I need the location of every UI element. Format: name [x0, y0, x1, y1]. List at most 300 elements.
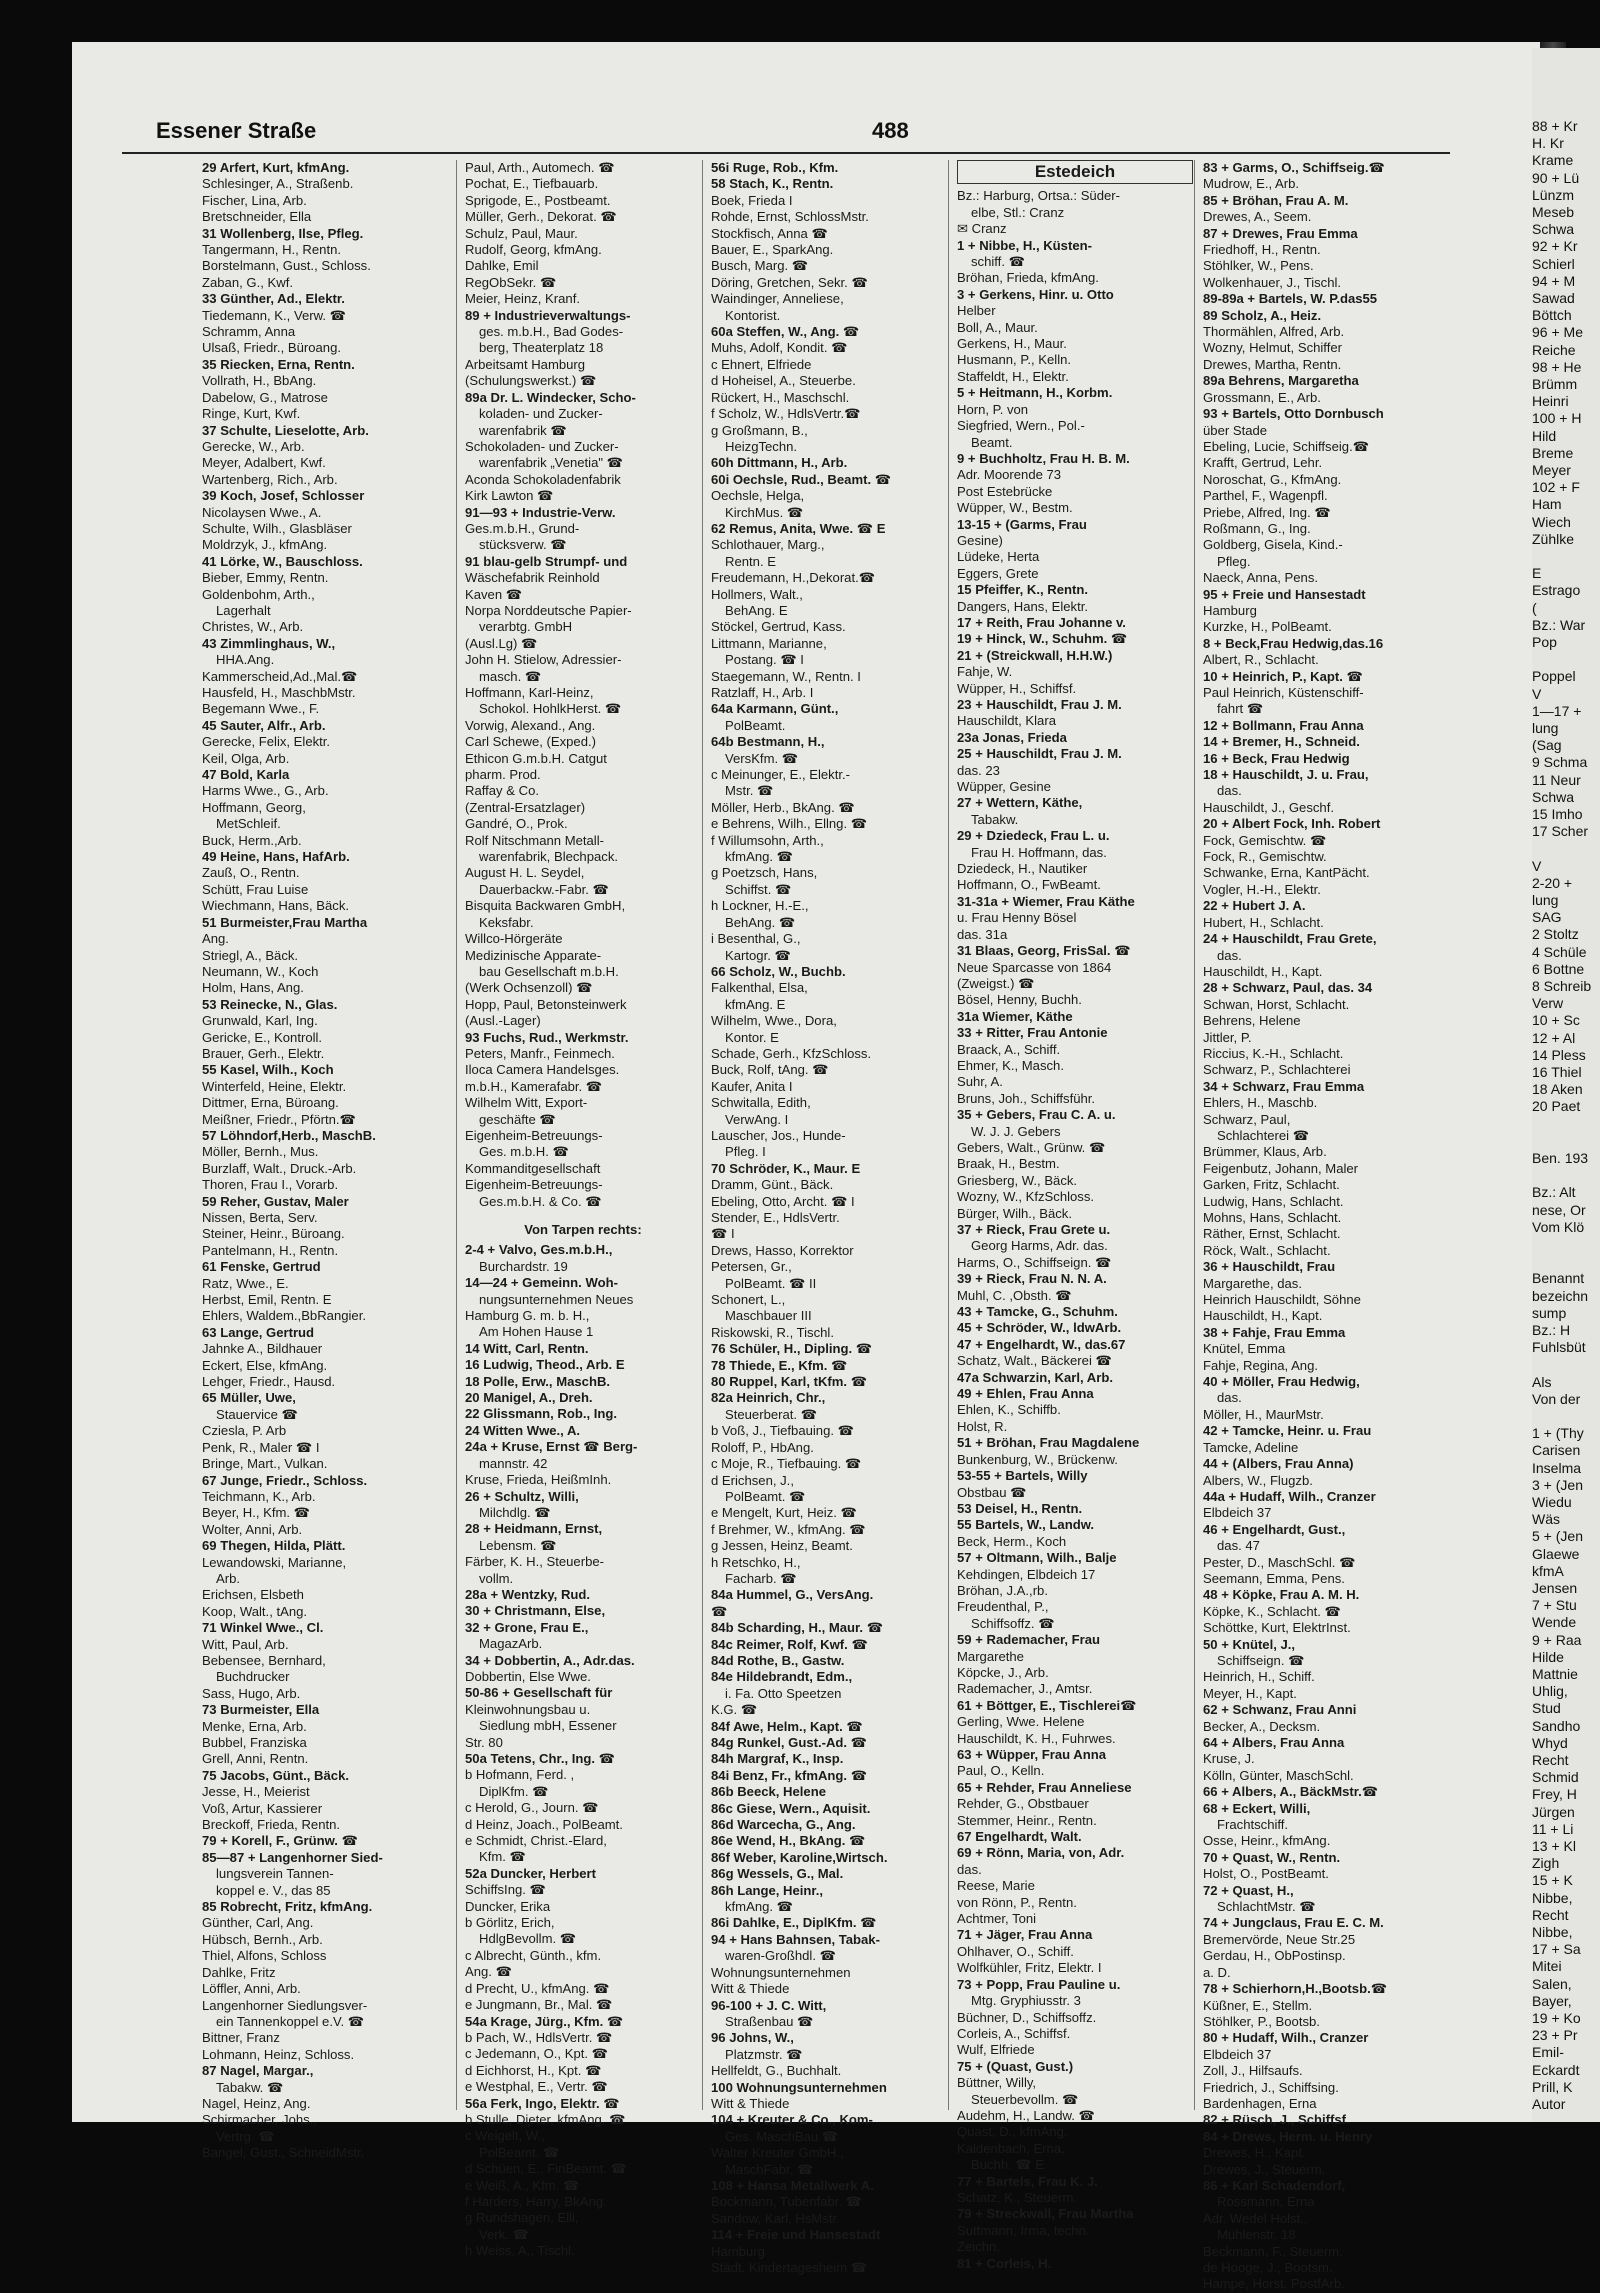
- directory-entry: pharm. Prod.: [465, 767, 541, 783]
- directory-entry: Rudolf, Georg, kfmAng.: [465, 242, 602, 258]
- directory-entry: 69 + Rönn, Maria, von, Adr.: [957, 1845, 1125, 1861]
- directory-entry: Striegl, A., Bäck.: [202, 947, 299, 963]
- directory-entry: Gebers, Walt., Grünw. ☎: [957, 1139, 1106, 1155]
- next-page-fragment: V: [1532, 857, 1542, 874]
- directory-entry: Ang.: [202, 931, 229, 947]
- directory-entry: m.b.H., Kamerafabr. ☎: [465, 1078, 603, 1094]
- directory-entry: Schlesinger, A., Straßenb.: [202, 176, 354, 192]
- directory-entry: Christes, W., Arb.: [202, 619, 304, 635]
- directory-entry: Witt, Paul, Arb.: [202, 1636, 289, 1652]
- directory-entry: schiff. ☎: [971, 254, 1025, 270]
- directory-entry: Thormählen, Alfred, Arb.: [1203, 324, 1345, 340]
- next-page-fragment: Jensen: [1532, 1580, 1578, 1596]
- directory-entry: Braack, A., Schiff.: [957, 1041, 1061, 1057]
- directory-entry: SchiffsIng. ☎: [465, 1882, 546, 1898]
- directory-entry: Hamburg G. m. b. H.,: [465, 1308, 590, 1324]
- directory-entry: Sass, Hugo, Arb.: [202, 1685, 301, 1701]
- directory-entry: 64a Karmann, Günt.,: [711, 701, 839, 717]
- next-page-fragment: 1 + (Thy: [1532, 1425, 1584, 1442]
- directory-entry: d Schüen, E., FinBeamt. ☎: [465, 2161, 627, 2177]
- directory-entry: 55 Kasel, Wilh., Koch: [202, 1062, 334, 1078]
- directory-entry: Corleis, A., Schiffsf.: [957, 2025, 1071, 2041]
- directory-entry: Riccius, K.-H., Schlacht.: [1203, 1045, 1344, 1061]
- directory-entry: 5 + Heitmann, H., Korbm.: [957, 385, 1113, 401]
- directory-entry: 13-15 + (Garms, Frau: [957, 516, 1087, 532]
- directory-entry: Vertrg. ☎: [216, 2128, 275, 2144]
- directory-entry: 58 Stach, K., Rentn.: [711, 176, 834, 192]
- directory-entry: Kruse, Frieda, HeißmInh.: [465, 1472, 612, 1488]
- next-page-fragment: 2-20 +: [1532, 874, 1573, 891]
- directory-entry: Hamburg: [1203, 602, 1257, 618]
- directory-entry: PolBeamt.: [725, 717, 786, 733]
- directory-entry: 14 + Bremer, H., Schneid.: [1203, 734, 1360, 750]
- directory-entry: Goldberg, Gisela, Kind.-: [1203, 537, 1343, 553]
- directory-entry: 22 + Hubert J. A.: [1203, 898, 1306, 914]
- directory-entry: Bauer, E., SparkAng.: [711, 242, 834, 258]
- directory-entry: Staegemann, W., Rentn. I: [711, 668, 861, 684]
- directory-entry: 87 + Drewes, Frau Emma: [1203, 225, 1358, 241]
- next-page-fragment: Heinri: [1532, 393, 1569, 410]
- directory-entry: Hellfeldt, G., Buchhalt.: [711, 2063, 842, 2079]
- directory-entry: PolBeamt. ☎ II: [725, 1275, 817, 1291]
- directory-entry: Tangermann, H., Rentn.: [202, 242, 342, 258]
- directory-entry: ein Tannenkoppel e.V. ☎: [216, 2013, 365, 2029]
- next-page-fragment: 19 + Ko: [1532, 2010, 1581, 2026]
- directory-entry: 25 + Hauschildt, Frau J. M.: [957, 746, 1122, 762]
- street-title: Essener Straße: [156, 118, 317, 143]
- directory-entry: Witt & Thiede: [711, 2095, 790, 2111]
- directory-entry: Ethicon G.m.b.H. Catgut: [465, 750, 607, 766]
- next-page-fragment: Jürgen: [1532, 1803, 1575, 1820]
- directory-entry: 85 + Bröhan, Frau A. M.: [1203, 192, 1349, 208]
- directory-entry: 29 + Dziedeck, Frau L. u.: [957, 828, 1110, 844]
- directory-entry: Buck, Herm.,Arb.: [202, 832, 302, 848]
- next-page-fragment: Carisen: [1532, 1442, 1581, 1459]
- directory-entry: 86f Weber, Karoline,Wirtsch.: [711, 1849, 888, 1865]
- directory-entry: Schwanke, Erna, KantPächt.: [1203, 865, 1370, 881]
- directory-entry: Behrens, Helene: [1203, 1013, 1301, 1029]
- next-page-fragment: Hild: [1532, 427, 1557, 444]
- directory-entry: 67 Junge, Friedr., Schloss.: [202, 1472, 368, 1488]
- directory-entry: 57 + Oltmann, Wilh., Balje: [957, 1550, 1117, 1566]
- directory-entry: b Voß, J., Tiefbauing. ☎: [711, 1423, 854, 1439]
- directory-entry: Dangers, Hans, Elektr.: [957, 598, 1088, 614]
- directory-entry: 87 Nagel, Margar.,: [202, 2063, 314, 2079]
- directory-entry: Helber: [957, 303, 996, 319]
- directory-entry: Kleinwohnungsbau u.: [465, 1701, 591, 1717]
- directory-entry: Eggers, Grete: [957, 565, 1039, 581]
- directory-entry: (Zweigst.) ☎: [957, 975, 1035, 991]
- directory-entry: 86 + Karl Schadendorf,: [1203, 2177, 1346, 2193]
- directory-entry: kfmAng. E: [725, 996, 786, 1012]
- directory-entry: Holst, O., PostBeamt.: [1203, 1866, 1329, 1882]
- directory-entry: das.: [1217, 947, 1242, 963]
- directory-entry: 84b Scharding, H., Maur. ☎: [711, 1620, 884, 1636]
- directory-entry: Ringe, Kurt, Kwf.: [202, 406, 301, 422]
- next-page-fragment: 92 + Kr: [1532, 238, 1578, 255]
- next-page-fragment: 94 + M: [1532, 272, 1576, 289]
- directory-entry: Maschbauer III: [725, 1308, 812, 1324]
- directory-entry: Drewes, Martha, Rentn.: [1203, 356, 1342, 372]
- next-page-fragment: 2 Stoltz: [1532, 926, 1579, 943]
- directory-entry: Bz.: Harburg, Ortsa.: Süder-: [957, 188, 1121, 204]
- directory-entry: 86h Lange, Heinr.,: [711, 1882, 824, 1898]
- directory-entry: 40 + Möller, Frau Hedwig,: [1203, 1374, 1360, 1390]
- next-page-fragment: Recht: [1532, 1752, 1569, 1768]
- directory-entry: 93 + Bartels, Otto Dornbusch: [1203, 406, 1384, 422]
- directory-entry: KirchMus. ☎: [725, 504, 804, 520]
- directory-entry: 38 + Fahje, Frau Emma: [1203, 1324, 1346, 1340]
- directory-entry: 37 Schulte, Lieselotte, Arb.: [202, 422, 369, 438]
- next-page-fragment: 1—17 +: [1532, 702, 1582, 719]
- directory-entry: Schulte, Wilh., Glasbläser: [202, 520, 352, 536]
- directory-entry: Hauschildt, J., Geschf.: [1203, 799, 1334, 815]
- directory-entry: BehAng. ☎: [725, 914, 796, 930]
- directory-entry: 61 + Böttger, E., Tischlerei☎: [957, 1697, 1137, 1713]
- directory-entry: Vollrath, H., BbAng.: [202, 373, 317, 389]
- directory-entry: verarbtg. GmbH: [479, 619, 573, 635]
- next-page-fragment: 3 + (Jen: [1532, 1476, 1583, 1493]
- directory-entry: Husmann, P., Kelln.: [957, 352, 1072, 368]
- directory-entry: 95 + Freie und Hansestadt: [1203, 586, 1366, 602]
- directory-entry: Dziedeck, H., Nautiker: [957, 861, 1088, 877]
- directory-entry: Hausfeld, H., MaschbMstr.: [202, 685, 356, 700]
- next-page-fragment: Mattnie: [1532, 1666, 1578, 1682]
- directory-entry: Beyer, H., Kfm. ☎: [202, 1505, 310, 1521]
- directory-entry: 65 Müller, Uwe,: [202, 1390, 296, 1406]
- directory-entry: Hollmers, Walt.,: [711, 586, 803, 602]
- directory-entry: Osse, Heinr., kfmAng.: [1203, 1833, 1331, 1849]
- directory-entry: 48 + Köpke, Frau A. M. H.: [1203, 1587, 1360, 1603]
- directory-entry: f Harders, Harry, BkAng.: [465, 2193, 607, 2209]
- directory-entry: 53 Deisel, H., Rentn.: [957, 1500, 1083, 1516]
- directory-entry: Hubert, H., Schlacht.: [1203, 914, 1324, 930]
- directory-entry: Mohns, Hans, Schlacht.: [1203, 1210, 1342, 1225]
- directory-entry: Schwarz, Paul,: [1203, 1111, 1291, 1127]
- directory-entry: Tabakw. ☎: [216, 2079, 284, 2095]
- directory-entry: 57 Löhndorf,Herb., MaschB.: [202, 1127, 376, 1143]
- directory-entry: Rademacher, J., Amtsr.: [957, 1681, 1093, 1697]
- directory-entry: 84d Rothe, B., Gastw.: [711, 1652, 845, 1668]
- directory-entry: Lauscher, Jos., Hunde-: [711, 1127, 846, 1143]
- directory-entry: Meißner, Friedr., Pförtn.☎: [202, 1111, 356, 1127]
- directory-entry: Krafft, Gertrud, Lehr.: [1203, 455, 1323, 471]
- directory-entry: Meyer, H., Kapt.: [1203, 1685, 1297, 1701]
- directory-entry: 60i Oechsle, Rud., Beamt. ☎: [711, 471, 892, 487]
- directory-entry: 45 + Schröder, W., ldwArb.: [957, 1320, 1122, 1336]
- directory-entry: Margarethe, das.: [1203, 1275, 1302, 1291]
- directory-entry: Bröhan, J.A.,rb.: [957, 1582, 1048, 1598]
- directory-entry: Frachtschiff.: [1217, 1817, 1289, 1833]
- directory-entry: Pester, D., MaschSchl. ☎: [1203, 1554, 1356, 1570]
- directory-entry: Eckert, Else, kfmAng.: [202, 1357, 328, 1373]
- directory-entry: Falkenthal, Elsa,: [711, 980, 808, 996]
- directory-entry: 21 + (Streickwall, H.H.W.): [957, 647, 1113, 663]
- directory-entry: Schatz, K., Steuerm.: [957, 2189, 1078, 2205]
- directory-entry: kfmAng. ☎: [725, 849, 793, 865]
- directory-entry: 39 Koch, Josef, Schlosser: [202, 488, 365, 504]
- directory-entry: Vogler, H.-H., Elektr.: [1203, 881, 1321, 897]
- directory-entry: Siegfried, Wern., Pol.-: [957, 418, 1085, 434]
- directory-entry: 54a Krage, Jürg., Kfm. ☎: [465, 2013, 624, 2029]
- directory-entry: Stemmer, Heinr., Rentn.: [957, 1812, 1097, 1828]
- directory-entry: d Eichhorst, H., Kpt. ☎: [465, 2062, 602, 2078]
- directory-entry: Gerkens, H., Maur.: [957, 336, 1067, 352]
- next-page-fragment: Zühlke: [1532, 530, 1575, 547]
- directory-entry: Rentn. E: [725, 553, 776, 569]
- directory-entry: Ges.m.b.H. & Co. ☎: [479, 1193, 602, 1209]
- directory-entry: Wüpper, W., Bestm.: [957, 500, 1073, 516]
- directory-entry: Gerdau, H., ObPostinsp.: [1203, 1948, 1346, 1964]
- directory-entry: 83 + Garms, O., Schiffseig.☎: [1203, 160, 1385, 175]
- directory-entry: PolBeamt. ☎: [725, 1488, 806, 1504]
- directory-entry: 52a Duncker, Herbert: [465, 1865, 597, 1881]
- directory-entry: Neumann, W., Koch: [202, 963, 319, 979]
- directory-entry: Langenhorner Siedlungsver-: [202, 1997, 368, 2013]
- directory-entry: Gandré, O., Prok.: [465, 816, 568, 832]
- directory-entry: Holm, Hans, Ang.: [202, 980, 304, 996]
- directory-entry: Obstbau ☎: [957, 1484, 1027, 1500]
- next-page-fragment: 90 + Lü: [1532, 169, 1580, 186]
- next-page-fragment: 11 + Li: [1532, 1820, 1574, 1837]
- next-page-fragment: 88 + Kr: [1532, 118, 1578, 134]
- next-page-fragment: 11 Neur: [1532, 771, 1581, 788]
- directory-entry: HeizgTechn.: [725, 438, 798, 454]
- directory-entry: Griesberg, W., Bäck.: [957, 1172, 1078, 1188]
- directory-entry: MagazArb.: [479, 1636, 543, 1652]
- directory-entry: Harms Wwe., G., Arb.: [202, 783, 329, 799]
- directory-entry: Friedrich, J., Schiffsing.: [1203, 2079, 1339, 2095]
- directory-entry: c Jedemann, O., Kpt. ☎: [465, 2046, 608, 2062]
- directory-entry: (Zentral-Ersatzlager): [465, 799, 586, 815]
- next-page-fragment: Wiedu: [1532, 1494, 1572, 1510]
- directory-entry: Wiechmann, Hans, Bäck.: [202, 898, 349, 914]
- directory-entry: Lewandowski, Marianne,: [202, 1554, 347, 1570]
- directory-entry: Tiedemann, K., Verw. ☎: [202, 307, 346, 323]
- directory-entry: Moldrzyk, J., kfmAng.: [202, 537, 328, 553]
- directory-entry: 37 + Rieck, Frau Grete u.: [957, 1222, 1111, 1237]
- directory-entry: das.: [1217, 1390, 1242, 1406]
- directory-entry: Wulf, Elfriede: [957, 2042, 1035, 2058]
- directory-entry: Holst, R.: [957, 1418, 1008, 1434]
- directory-entry: 14 Witt, Carl, Rentn.: [465, 1340, 589, 1356]
- directory-entry: das. 47: [1217, 1538, 1260, 1554]
- directory-entry: das. 31a: [957, 926, 1008, 942]
- next-page-fragment: Pop: [1532, 634, 1557, 650]
- directory-entry: Siedlung mbH, Essener: [479, 1718, 617, 1734]
- directory-entry: 20 + Albert Fock, Inh. Robert: [1203, 816, 1381, 832]
- directory-entry: d Hoheisel, A., Steuerbe.: [711, 373, 856, 389]
- next-page-fragment: 15 + K: [1532, 1872, 1573, 1889]
- directory-entry: Ratzlaff, H., Arb. I: [711, 685, 814, 700]
- directory-entry: 69 Thegen, Hilda, Plätt.: [202, 1538, 346, 1554]
- directory-entry: Schwarz, P., Schlachterei: [1203, 1062, 1351, 1078]
- directory-entry: Hoffmann, O., FwBeamt.: [957, 877, 1101, 893]
- directory-entry: Ebeling, Lucie, Schiffseig.☎: [1203, 438, 1370, 454]
- directory-entry: 17 + Reith, Frau Johanne v.: [957, 614, 1126, 630]
- directory-entry: Schiffseign. ☎: [1217, 1652, 1305, 1668]
- directory-entry: 66 Scholz, W., Buchb.: [711, 963, 846, 979]
- page-number: 488: [872, 118, 909, 143]
- directory-entry: e Jungmann, Br., Mal. ☎: [465, 1997, 613, 2013]
- directory-entry: 51 Burmeister,Frau Martha: [202, 914, 368, 930]
- directory-entry: stücksverw. ☎: [479, 537, 567, 553]
- directory-entry: Am Hohen Hause 1: [479, 1324, 594, 1340]
- next-page-fragment: Wiech: [1532, 513, 1571, 530]
- directory-entry: Sandow, Karl, HsMstr.: [711, 2210, 840, 2226]
- directory-entry: 74 + Jungclaus, Frau E. C. M.: [1203, 1915, 1384, 1931]
- directory-entry: Jesse, H., Meierist: [202, 1784, 310, 1800]
- directory-entry: h Lockner, H.-E.,: [711, 898, 809, 914]
- directory-entry: 82a Heinrich, Chr.,: [711, 1390, 826, 1406]
- directory-entry: Stöhlker, W., Pens.: [1203, 258, 1314, 274]
- directory-entry: 79 + Korell, F., Grünw. ☎: [202, 1833, 358, 1849]
- directory-entry: Stöckel, Gertrud, Kass.: [711, 619, 846, 635]
- street-heading-estedeich: Estedeich: [957, 160, 1193, 184]
- directory-entry: Schokoladen- und Zucker-: [465, 438, 619, 454]
- directory-entry: 47 + Engelhardt, W., das.67: [957, 1336, 1126, 1352]
- directory-entry: Albert, R., Schlacht.: [1203, 652, 1319, 668]
- directory-entry: 64b Bestmann, H.,: [711, 734, 825, 750]
- next-page-fragment: Ben. 193: [1532, 1150, 1589, 1166]
- directory-entry: Färber, K. H., Steuerbe-: [465, 1554, 604, 1570]
- directory-entry: Zoll, J., Hilfsaufs.: [1203, 2063, 1303, 2079]
- directory-entry: Wolkenhauer, J., Tischl.: [1203, 274, 1342, 290]
- directory-entry: 33 Günther, Ad., Elektr.: [202, 291, 345, 307]
- next-page-fragment: E: [1532, 565, 1542, 582]
- directory-entry: 34 + Dobbertin, A., Adr.das.: [465, 1652, 635, 1668]
- directory-entry: Hauschildt, Klara: [957, 713, 1056, 729]
- directory-entry: Rückert, H., Maschschl.: [711, 389, 850, 405]
- directory-entry: Milchdlg. ☎: [479, 1504, 551, 1520]
- directory-entry: Achtmer, Toni: [957, 1911, 1037, 1927]
- directory-entry: Bebensee, Bernhard,: [202, 1652, 326, 1668]
- directory-entry: Lagerhalt: [216, 602, 271, 618]
- directory-entry: Mudrow, E., Arb.: [1203, 176, 1300, 192]
- directory-entry: kfmAng. ☎: [725, 1899, 793, 1915]
- directory-entry: Pochat, E., Tiefbauarb.: [465, 176, 599, 192]
- next-page-fragment: 100 + H: [1532, 410, 1582, 427]
- directory-entry: Adr. Moorende 73: [957, 467, 1062, 483]
- directory-entry: 93 Fuchs, Rud., Werkmstr.: [465, 1029, 629, 1045]
- directory-entry: c Meinunger, E., Elektr.-: [711, 767, 850, 783]
- directory-entry: Norpa Norddeutsche Papier-: [465, 602, 632, 618]
- directory-entry: Ang. ☎: [465, 1964, 512, 1980]
- directory-entry: Löffler, Anni, Arb.: [202, 1981, 301, 1997]
- directory-entry: 84g Runkel, Gust.-Ad. ☎: [711, 1735, 867, 1750]
- directory-entry: das. 23: [957, 762, 1000, 778]
- directory-entry: Köpcke, J., Arb.: [957, 1664, 1049, 1680]
- directory-entry: Wartenberg, Rich., Arb.: [202, 471, 338, 487]
- directory-entry: 30 + Christmann, Else,: [465, 1603, 606, 1619]
- directory-entry: 45 Sauter, Alfr., Arb.: [202, 717, 326, 733]
- directory-entry: d Erichsen, J.,: [711, 1472, 794, 1488]
- directory-entry: Rossmann, Erna: [1217, 2194, 1315, 2210]
- directory-entry: Dittmer, Erna, Büroang.: [202, 1095, 339, 1111]
- directory-entry: Lebensm. ☎: [479, 1537, 557, 1553]
- directory-entry: Paul Heinrich, Küstenschiff-: [1203, 685, 1364, 700]
- directory-entry: 68 + Eckert, Willi,: [1203, 1800, 1311, 1816]
- next-page-fragment: Sandho: [1532, 1717, 1581, 1734]
- directory-entry: Thoren, Frau I., Vorarb.: [202, 1177, 339, 1193]
- directory-entry: Ehmer, K., Masch.: [957, 1057, 1064, 1073]
- directory-entry: Sprigode, E., Postbeamt.: [465, 192, 611, 208]
- directory-entry: 79 + Streckwall, Frau Martha: [957, 2206, 1134, 2222]
- directory-entry: Zauß, O., Rentn.: [202, 865, 300, 881]
- directory-entry: Stockfisch, Anna ☎: [711, 225, 828, 241]
- directory-entry: Braak, H., Bestm.: [957, 1156, 1060, 1172]
- directory-entry: Fahje, Regina, Ang.: [1203, 1357, 1319, 1373]
- directory-entry: i Besenthal, G.,: [711, 931, 801, 947]
- directory-entry: Bardenhagen, Erna: [1203, 2095, 1317, 2111]
- directory-entry: 62 + Schwanz, Frau Anni: [1203, 1702, 1357, 1718]
- directory-entry: Räther, Ernst, Schlacht.: [1203, 1226, 1341, 1242]
- next-page-fragment: Bz.: War: [1532, 616, 1586, 633]
- next-page-fragment: 5 + (Jen: [1532, 1528, 1583, 1545]
- directory-entry: Iloca Camera Handelsges.: [465, 1062, 620, 1078]
- next-page-fragment: Recht: [1532, 1906, 1569, 1923]
- directory-entry: Buchh. ☎ E: [971, 2157, 1045, 2173]
- directory-entry: d Heinz, Joach., PolBeamt.: [465, 1816, 623, 1832]
- next-page-fragment: Nibbe,: [1532, 1924, 1573, 1940]
- next-page-fragment: Schmid: [1532, 1769, 1579, 1786]
- directory-entry: ☎: [711, 1603, 728, 1619]
- directory-entry: 85—87 + Langenhorner Sied-: [202, 1849, 383, 1865]
- directory-entry: c Moje, R., Tiefbauing. ☎: [711, 1456, 862, 1472]
- directory-entry: 50 + Knütel, J.,: [1203, 1636, 1296, 1652]
- next-page-fragment: 12 + Al: [1532, 1029, 1576, 1046]
- directory-entry: 33 + Ritter, Frau Antonie: [957, 1025, 1108, 1041]
- directory-entry: Köpke, K., Schlacht. ☎: [1203, 1603, 1341, 1619]
- directory-entry: RegObSekr. ☎: [465, 274, 557, 290]
- next-page-fragment: Uhlig,: [1532, 1683, 1568, 1700]
- directory-entry: 31-31a + Wiemer, Frau Käthe: [957, 893, 1135, 909]
- directory-entry: 12 + Bollmann, Frau Anna: [1203, 717, 1364, 733]
- directory-entry: Becker, A., Decksm.: [1203, 1718, 1321, 1734]
- directory-entry: Medizinische Apparate-: [465, 947, 602, 963]
- next-page-fragment: Prill, K: [1532, 2078, 1573, 2095]
- directory-entry: 53 Reinecke, N., Glas.: [202, 996, 338, 1012]
- directory-entry: Schlothauer, Marg.,: [711, 537, 825, 553]
- directory-entry: 71 + Jäger, Frau Anna: [957, 1927, 1093, 1943]
- directory-entry: Erichsen, Elsbeth: [202, 1587, 304, 1603]
- directory-entry: Schatz, Walt., Bäckerei ☎: [957, 1353, 1112, 1369]
- directory-entry: Arbeitsamt Hamburg: [465, 356, 586, 372]
- directory-entry: 89a Dr. L. Windecker, Scho-: [465, 389, 636, 405]
- next-page-fragment: kfmA: [1532, 1562, 1564, 1579]
- directory-entry: u. Frau Henny Bösel: [957, 910, 1077, 926]
- directory-entry: f Brehmer, W., kfmAng. ☎: [711, 1521, 866, 1537]
- directory-entry: Steuerberat. ☎: [725, 1406, 818, 1422]
- directory-entry: 72 + Quast, H.,: [1203, 1882, 1294, 1898]
- next-page-fragment: Zigh: [1532, 1855, 1560, 1872]
- directory-entry: Bröhan, Frieda, kfmAng.: [957, 270, 1099, 286]
- directory-entry: PolBeamt. ☎: [479, 2144, 560, 2160]
- directory-entry: Heinrich, H., Schiff.: [1203, 1669, 1315, 1685]
- directory-entry: HHA.Ang.: [216, 652, 275, 668]
- directory-entry: Albers, W., Flugzb.: [1203, 1472, 1313, 1488]
- directory-entry: Dabelow, G., Matrose: [202, 389, 328, 405]
- directory-entry: 81 + Corleis, H.: [957, 2255, 1052, 2271]
- directory-entry: Pantelmann, H., Rentn.: [202, 1242, 339, 1258]
- directory-entry: Riskowski, R., Tischl.: [711, 1324, 834, 1340]
- directory-entry: Grunwald, Karl, Ing.: [202, 1013, 318, 1029]
- next-page-fragment: Schierl: [1532, 255, 1575, 272]
- next-page-fragment: nese, Or: [1532, 1201, 1586, 1218]
- next-page-fragment: sump: [1532, 1304, 1567, 1321]
- directory-entry: Littmann, Marianne,: [711, 635, 827, 651]
- directory-entry: Platzmstr. ☎: [725, 2046, 803, 2062]
